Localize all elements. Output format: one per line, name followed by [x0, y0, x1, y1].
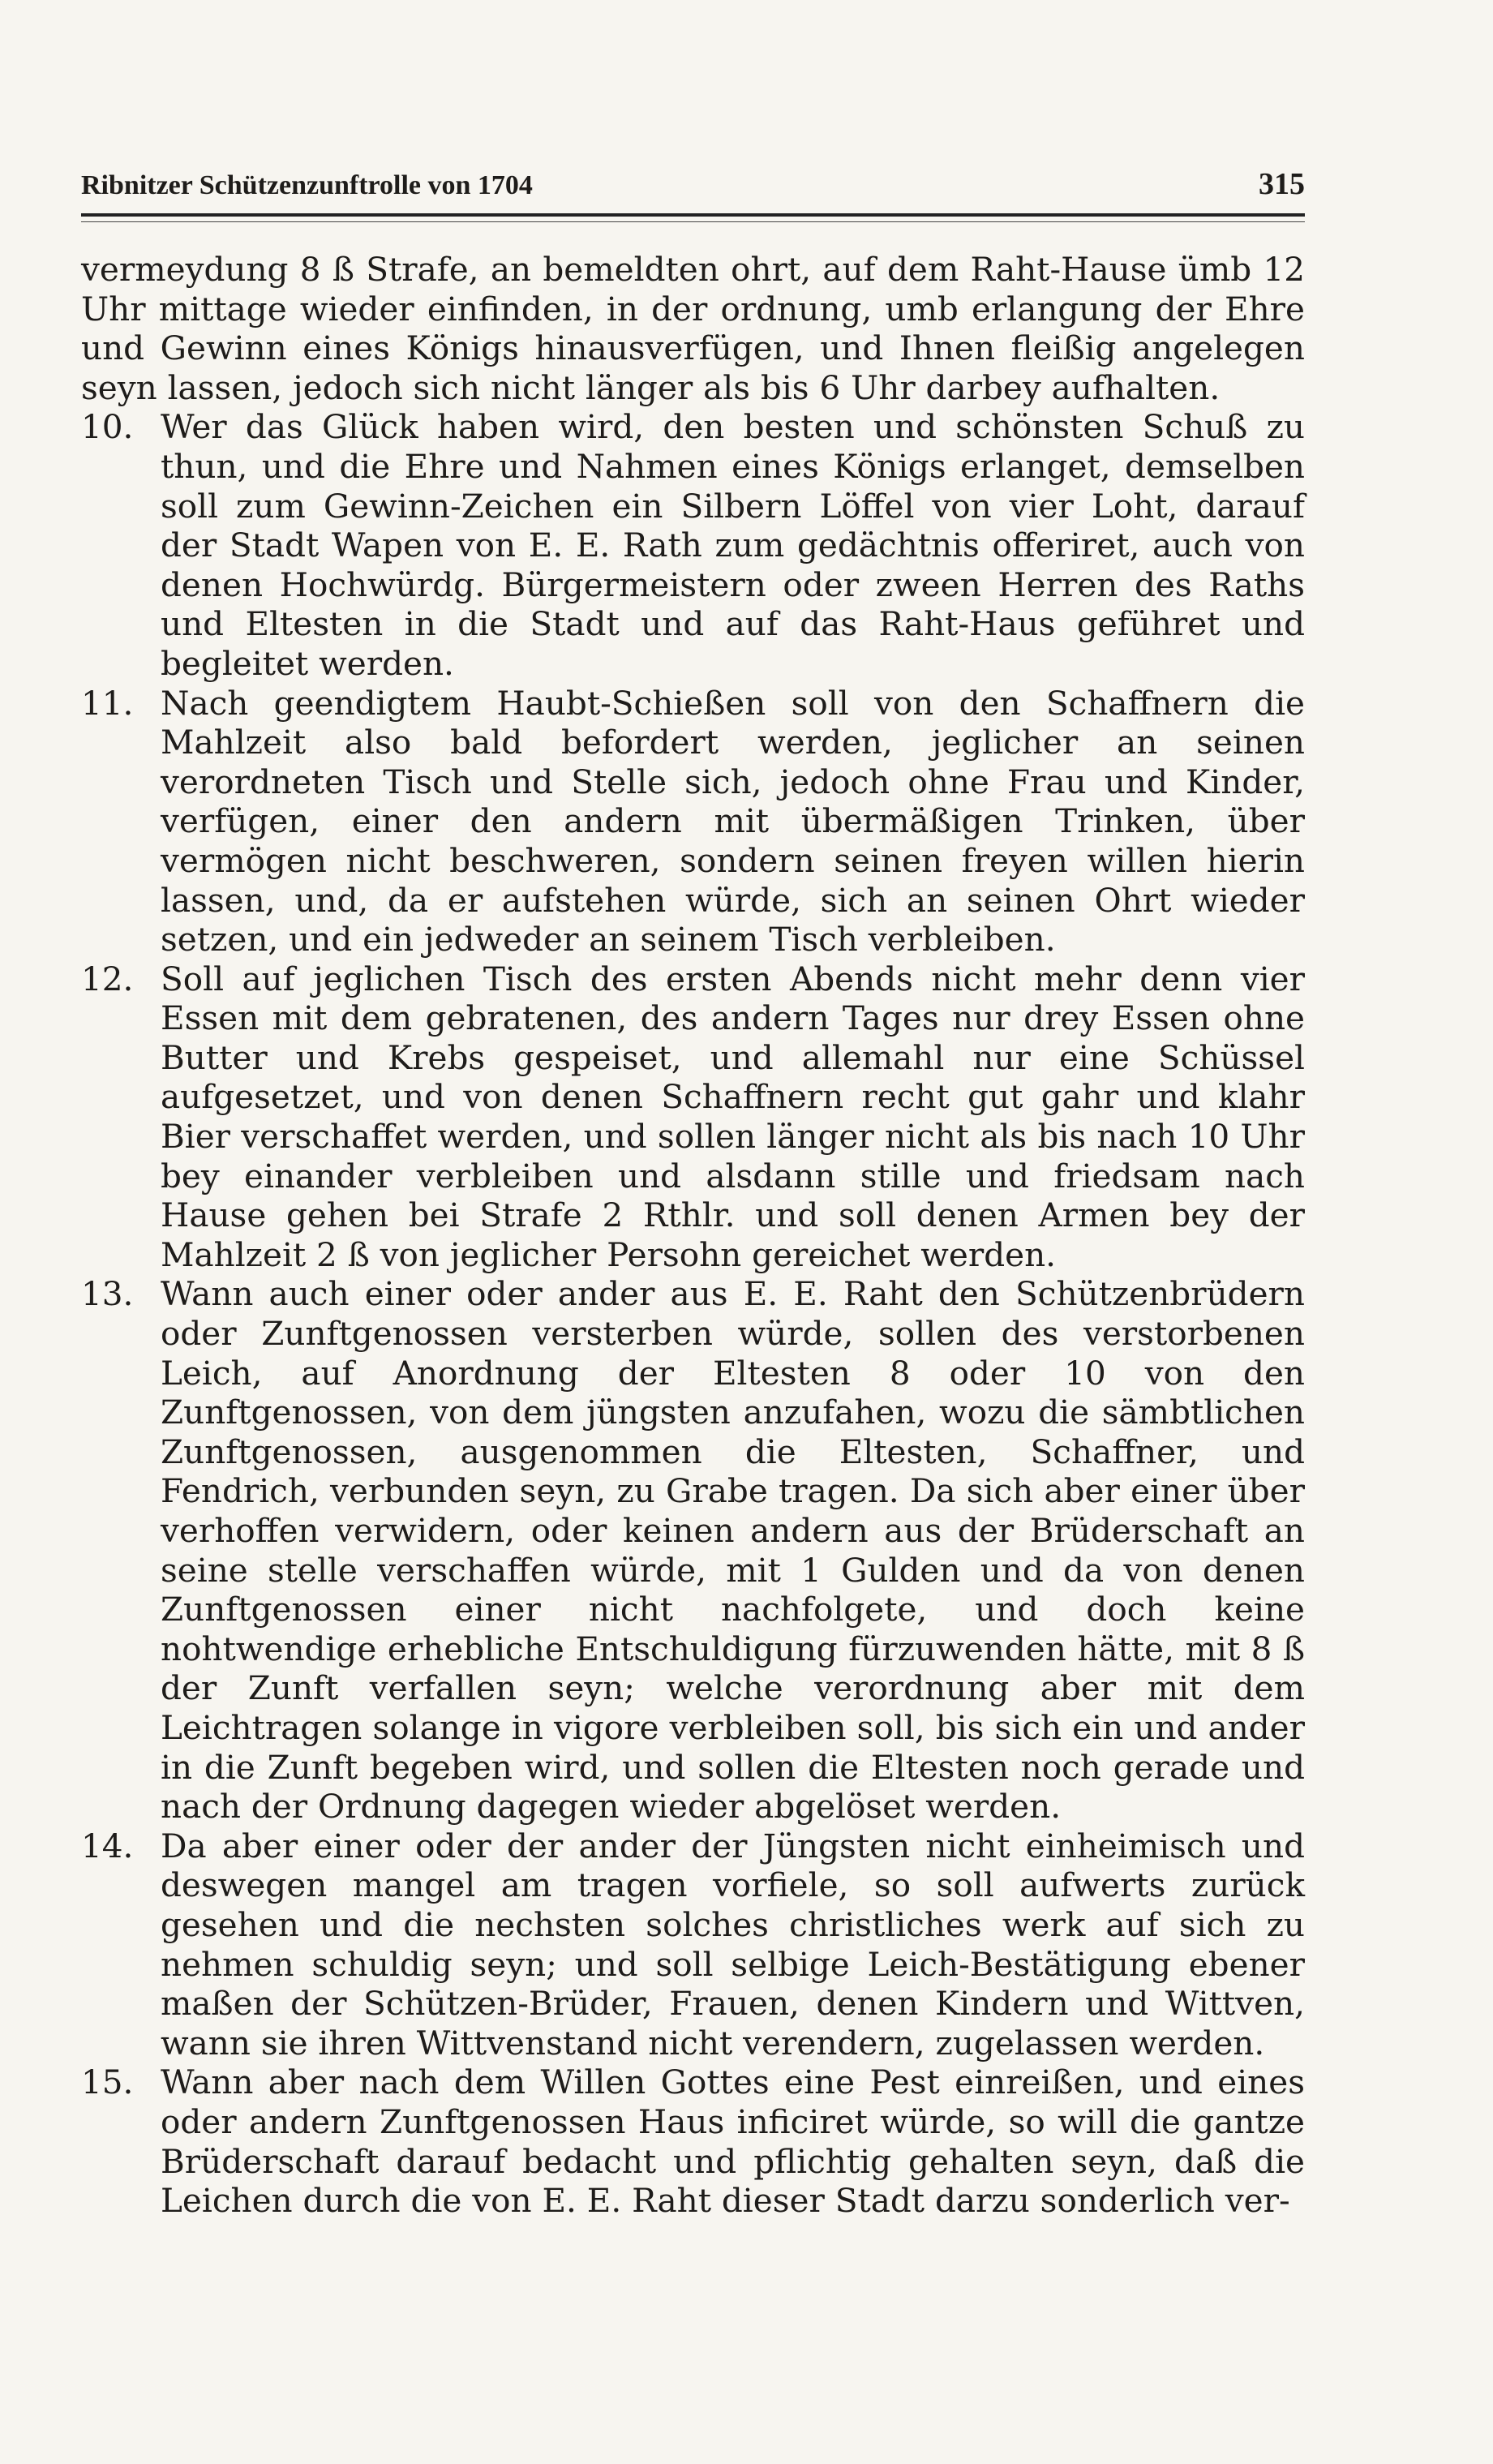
- article-number: 13.: [81, 1274, 134, 1314]
- article-number: 11.: [81, 683, 134, 723]
- article-number: 10.: [81, 407, 134, 447]
- article-10: [81, 407, 1305, 683]
- article-13: [81, 1274, 1305, 1826]
- article-number: 12.: [81, 959, 134, 998]
- page-number: 315: [1259, 167, 1305, 201]
- article-text: Nach geendigtem Haubt-Schießen soll von den Schaffnern die Mahlzeit also bald befordert werden, jeglicher an seinen verordneten Tisch und Stelle sich, jedoch ohne Frau und Kinder, verfügen, einer den andern mit übermäßigen Trinken, über vermögen nicht beschweren, sondern seinen freyen willen hierin lassen, und, da er aufstehen würde, sich an seinen Ohrt wieder setzen, und ein jedweder an seinem Tisch verbleiben.: [161, 683, 1305, 959]
- article-text: Soll auf jeglichen Tisch des ersten Abends nicht mehr denn vier Essen mit dem gebratenen, des andern Tages nur drey Essen ohne Butter und Krebs gespeiset, und allemahl nur eine Schüssel aufgesetzet, und von denen Schaffnern recht gut gahr und klahr Bier verschaffet werden, und sollen länger nicht als bis nach 10 Uhr bey einander verbleiben und alsdann stille und friedsam nach Hause gehen bei Strafe 2 Rthlr. und soll denen Armen bey der Mahlzeit 2 ß von jeglicher Persohn gereichet werden.: [161, 959, 1305, 1274]
- article-text: Wer das Glück haben wird, den besten und schönsten Schuß zu thun, und die Ehre und Nahmen eines Königs erlanget, demselben soll zum Gewinn-Zeichen ein Silbern Löffel von vier Loht, darauf der Stadt Wapen von E. E. Rath zum gedächtnis offeriret, auch von denen Hochwürdg. Bürgermeistern oder zween Herren des Raths und Eltesten in die Stadt und auf das Raht-Haus geführet und begleitet werden.: [161, 407, 1305, 683]
- header-rule-thick: [81, 213, 1305, 217]
- article-text: Wann aber nach dem Willen Gottes eine Pest einreißen, und eines oder andern Zunftgenossen Haus inficiret würde, so will die gantze Brüderschaft darauf bedacht und pflichtig gehalten seyn, daß die Leichen durch die von E. E. Raht dieser Stadt darzu sonderlich ver-: [161, 2063, 1305, 2221]
- article-12: [81, 959, 1305, 1275]
- continuation-paragraph: vermeydung 8 ß Strafe, an bemeldten ohrt, auf dem Raht-Hause ümb 12 Uhr mittage wieder einfinden, in der ordnung, umb erlangung der Ehre und Gewinn eines Königs hinausverfügen, und Ihnen fleißig angelegen seyn lassen, jedoch sich nicht länger als bis 6 Uhr darbey aufhalten.: [81, 250, 1305, 407]
- article-number: 15.: [81, 2063, 134, 2102]
- article-text: Wann auch einer oder ander aus E. E. Raht den Schützenbrüdern oder Zunftgenossen versterben würde, sollen des verstorbenen Leich, auf Anordnung der Eltesten 8 oder 10 von den Zunftgenossen, von dem jüngsten anzufahen, wozu die sämbtlichen Zunftgenossen, ausgenommen die Eltesten, Schaffner, und Fendrich, verbunden seyn, zu Grabe tragen. Da sich aber einer über verhoffen verwidern, oder keinen andern aus der Brüderschaft an seine stelle verschaffen würde, mit 1 Gulden und da von denen Zunftgenossen einer nicht nachfolgete, und doch keine nohtwendige erhebliche Entschuldigung fürzuwenden hätte, mit 8 ß der Zunft verfallen seyn; welche verordnung aber mit dem Leichtragen solange in vigore verbleiben soll, bis sich ein und ander in die Zunft begeben wird, und sollen die Eltesten noch gerade und nach der Ordnung dagegen wieder abgelöset werden.: [161, 1274, 1305, 1827]
- header-rule-thin: [81, 221, 1305, 222]
- article-14: [81, 1827, 1305, 2063]
- article-number: 14.: [81, 1826, 134, 1865]
- article-15: [81, 2063, 1305, 2220]
- document-body: [81, 250, 1305, 2221]
- article-text: Da aber einer oder der ander der Jüngsten nicht einheimisch und deswegen mangel am tragen vorfiele, so soll aufwerts zurück gesehen und die nechsten solches christliches werk auf sich zu nehmen schuldig seyn; und soll selbige Leich-Bestätigung ebener maßen der Schützen-Brüder, Frauen, denen Kindern und Wittven, wann sie ihren Wittvenstand nicht verendern, zugelassen werden.: [161, 1826, 1305, 2063]
- article-11: [81, 684, 1305, 959]
- running-head: [81, 166, 1305, 212]
- running-title: Ribnitzer Schützenzunftrolle von 1704: [81, 170, 533, 200]
